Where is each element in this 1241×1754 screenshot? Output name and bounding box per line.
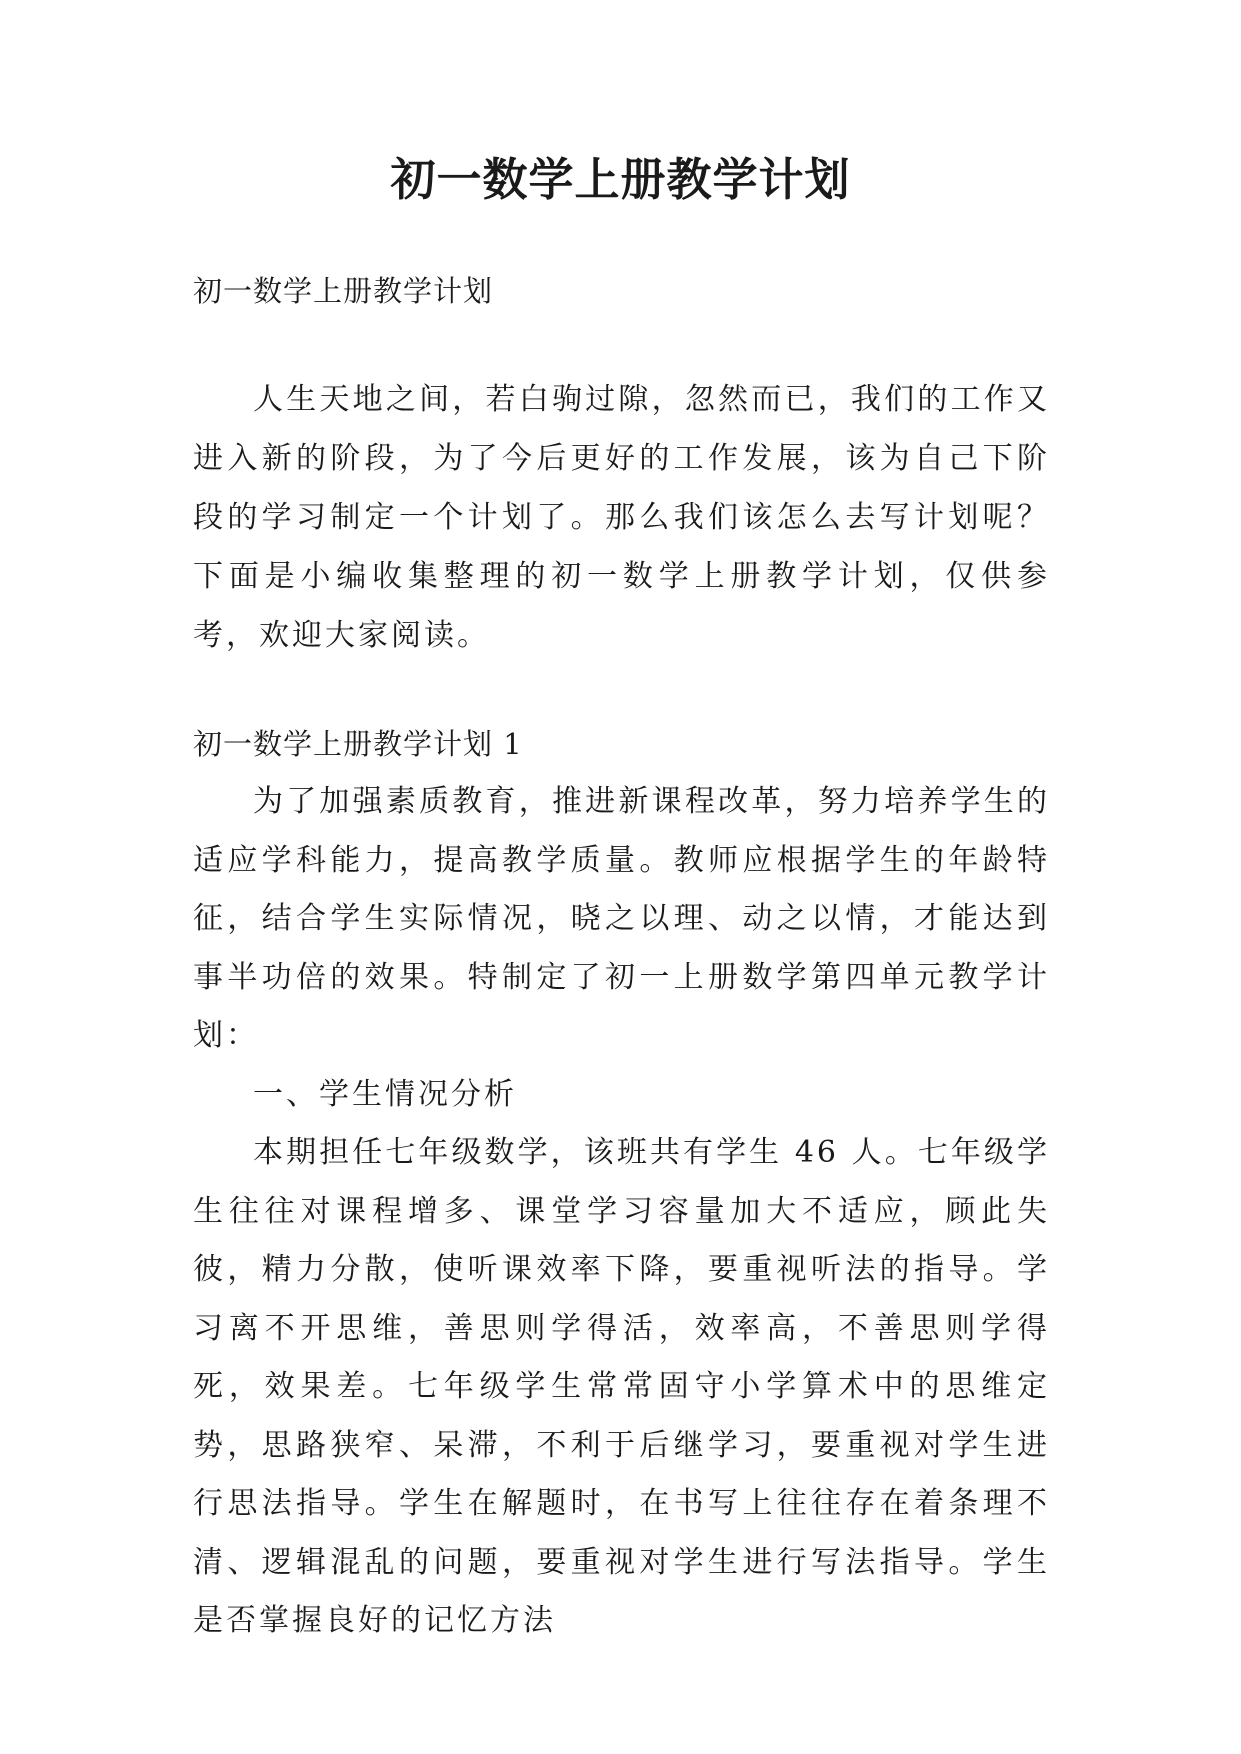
analysis-heading: 一、学生情况分析 <box>253 1076 517 1112</box>
document-body <box>193 262 1050 1651</box>
document-title: 初一数学上册教学计划 <box>390 153 851 206</box>
document-subtitle: 初一数学上册教学计划 <box>193 274 494 308</box>
section-heading: 初一数学上册教学计划 1 <box>193 727 523 761</box>
intro-paragraph: 人生天地之间，若白驹过隙，忽然而已，我们的工作又进入新的阶段，为了今后更好的工作发展，该为自己下阶段的学习制定一个计划了。那么我们该怎么去写计划呢？下面是小编收集整理的初一数学上册教学计划，仅供参考，欢迎大家阅读。 <box>193 382 1050 653</box>
body-paragraph: 为了加强素质教育，推进新课程改革，努力培养学生的适应学科能力，提高教学质量。教师应根据学生的年龄特征，结合学生实际情况，晓之以理、动之以情，才能达到事半功倍的效果。特制定了初一上册数学第四单元教学计划： <box>193 784 1050 1053</box>
body-paragraph: 本期担任七年级数学，该班共有学生 46 人。七年级学生往往对课程增多、课堂学习容量加大不适应，顾此失彼，精力分散，使听课效率下降，要重视听法的指导。学习离不开思维，善思则学得活，效率高，不善思则学得死，效果差。七年级学生常常固守小学算术中的思维定势，思路狭窄、呆滞，不利于后继学习，要重视对学生进行思法指导。学生在解题时，在书写上往往存在着条理不清、逻辑混乱的问题，要重视对学生进行写法指导。学生是否掌握良好的记忆方法 <box>193 1135 1050 1638</box>
